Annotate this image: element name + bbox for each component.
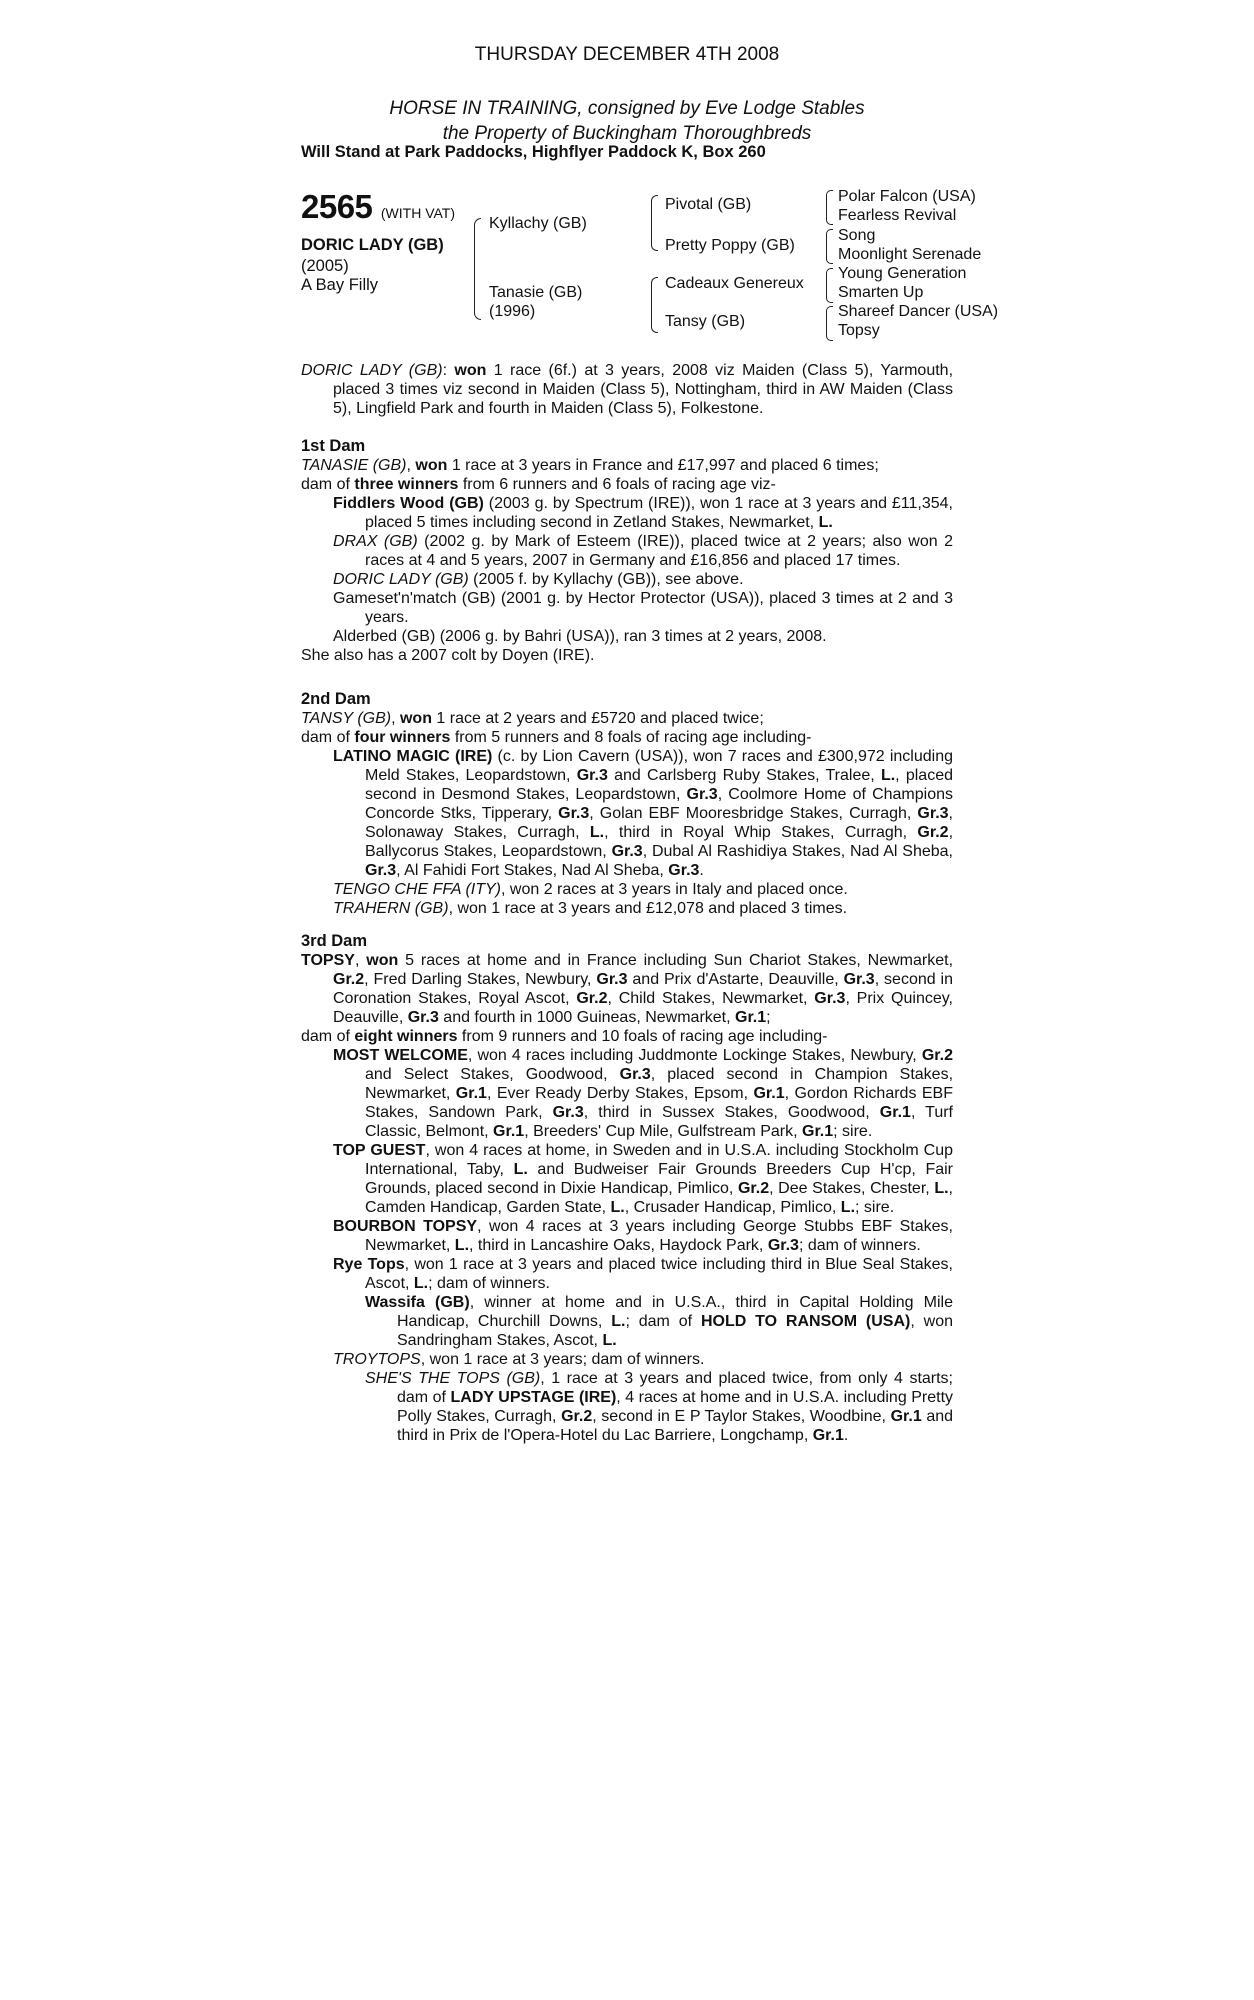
grade-mark: Gr.2	[737, 1180, 770, 1197]
pedigree-brace	[474, 218, 481, 320]
second-dam-intro: 1 race at 2 years and £5720 and placed twice;	[431, 710, 764, 727]
sep: ,	[406, 457, 416, 474]
grade-mark: Gr.2	[917, 824, 949, 841]
third-dam-name: TOPSY	[301, 952, 355, 969]
second-dam-section	[301, 690, 953, 918]
progeny-text: Alderbed (GB) (2006 g. by Bahri (USA)), ran 3 times at 2 years, 2008.	[333, 628, 827, 645]
t: and Budweiser Fair Grounds Breeders Cup H'cp, Fair Grounds, placed second in Dixie Handicap, Pimlico,	[365, 1161, 953, 1197]
t: and Carlsberg Ruby Stakes, Tralee,	[607, 767, 881, 784]
progeny-name: TOP GUEST	[333, 1142, 426, 1159]
pedigree-sds: Song	[838, 227, 876, 244]
progeny-text: (2005 f. by Kyllachy (GB)), see above.	[468, 571, 744, 588]
grade-mark: Gr.3	[558, 805, 590, 822]
grade-mark: Gr.3	[619, 1066, 651, 1083]
t: ;	[766, 1009, 771, 1026]
t: , Al Fahidi Fort Stakes, Nad Al Sheba,	[396, 862, 669, 879]
second-dam-name: TANSY (GB)	[301, 710, 392, 727]
t: , won Sandringham Stakes, Ascot,	[397, 1313, 954, 1349]
pedigree-dsd: Smarten Up	[838, 284, 924, 301]
t: , won 1 race at 3 years; dam of winners.	[420, 1351, 705, 1368]
listed-mark: L.	[880, 767, 896, 784]
third-dam-heading: 3rd Dam	[301, 932, 368, 950]
grade-mark: Gr.2	[576, 990, 608, 1007]
t: ; dam of	[625, 1313, 701, 1330]
t: , third in Lancashire Oaks, Haydock Park,	[469, 1237, 768, 1254]
t: ; sire.	[855, 1199, 895, 1216]
t: and fourth in 1000 Guineas, Newmarket,	[438, 1009, 736, 1026]
grade-mark: Gr.1	[879, 1104, 911, 1121]
sep: ,	[354, 952, 367, 969]
t: , placed second in Desmond Stakes, Leopardstown,	[365, 767, 953, 803]
vat-note: (WITH VAT)	[380, 205, 456, 221]
grade-mark: Gr.1	[802, 1123, 834, 1140]
horse-description: A Bay Filly	[301, 276, 379, 294]
listed-mark: L.	[934, 1180, 949, 1197]
t: , Dubal Al Rashidiya Stakes, Nad Al Sheba,	[642, 843, 953, 860]
pedigree-dds: Shareef Dancer (USA)	[838, 303, 999, 320]
t: 5 races at home and in France including Sun Chariot Stakes, Newmarket,	[398, 952, 954, 969]
t: , Camden Handicap, Garden State,	[365, 1180, 953, 1216]
t: , won 4 races including Juddmonte Lockinge Stakes, Newbury,	[467, 1047, 922, 1064]
grade-mark: Gr.2	[921, 1047, 953, 1064]
progeny-text: Gameset'n'match (GB) (2001 g. by Hector Protector (USA)), placed 3 times at 2 and 3 years.	[333, 590, 953, 626]
progeny-name: Fiddlers Wood (GB)	[333, 495, 484, 512]
damof-a: dam of	[301, 1028, 355, 1045]
listed-mark: L.	[413, 1275, 429, 1292]
t: , Crusader Handicap, Pimlico,	[624, 1199, 841, 1216]
progeny-name: MOST WELCOME	[333, 1047, 468, 1064]
t: (c. by Lion Cavern (USA)), won 7 races and £300,972 including Meld Stakes, Leopardstown,	[365, 748, 954, 784]
t: .	[843, 1427, 849, 1444]
progeny-name: Wassifa (GB)	[365, 1294, 470, 1311]
progeny-name: HOLD TO RANSOM (USA)	[700, 1313, 911, 1330]
lot-number-block	[301, 188, 455, 226]
listed-mark: L.	[589, 824, 605, 841]
progeny-name: LADY UPSTAGE (IRE)	[450, 1389, 617, 1406]
first-dam-footer: She also has a 2007 colt by Doyen (IRE).	[301, 647, 595, 664]
record-text: 1 race (6f.) at 3 years, 2008 viz Maiden (Class 5), Yarmouth, placed 3 times viz second in Maiden (Class 5), Nottingham, third in AW Maiden (Class 5), Lingfield Park and fourth in Maiden (Class 5), Folkestone.	[333, 362, 954, 417]
t: and third in Prix de l'Opera-Hotel du Lac Barriere, Longchamp,	[397, 1408, 954, 1444]
t: , Child Stakes, Newmarket,	[607, 990, 815, 1007]
progeny-name: DRAX (GB)	[333, 533, 418, 550]
pedigree-brace	[826, 229, 833, 264]
damof-c: from 5 runners and 8 foals of racing age including-	[450, 729, 812, 746]
first-dam-heading: 1st Dam	[301, 437, 366, 455]
consignor-line: HORSE IN TRAINING, consigned by Eve Lodge Stables	[389, 98, 865, 119]
grade-mark: Gr.3	[552, 1104, 584, 1121]
damof-c: from 9 runners and 10 foals of racing age including-	[457, 1028, 828, 1045]
listed-mark: L.	[602, 1332, 617, 1349]
listed-mark: L.	[513, 1161, 528, 1178]
t: , won 4 races at home, in Sweden and in U.S.A. including Stockholm Cup International, Taby,	[365, 1142, 954, 1178]
pedigree-sire-dam: Pretty Poppy (GB)	[665, 237, 795, 254]
pedigree-sdd: Moonlight Serenade	[838, 246, 982, 263]
record-won: won	[454, 362, 487, 379]
listed-mark: L.	[818, 514, 833, 531]
listed-mark: L.	[611, 1313, 626, 1330]
t: ; sire.	[833, 1123, 873, 1140]
grade-mark: Gr.1	[812, 1427, 844, 1444]
pedigree-dss: Young Generation	[838, 265, 967, 282]
progeny-name: TENGO CHE FFA (ITY)	[333, 881, 501, 898]
t: , second in E P Taylor Stakes, Woodbine,	[592, 1408, 891, 1425]
grade-mark: Gr.3	[611, 843, 643, 860]
first-dam-intro: 1 race at 3 years in France and £17,997 and placed 6 times;	[447, 457, 879, 474]
grade-mark: Gr.2	[561, 1408, 593, 1425]
progeny-name: DORIC LADY (GB)	[333, 571, 469, 588]
grade-mark: Gr.1	[890, 1408, 922, 1425]
t: , winner at home and in U.S.A., third in Capital Holding Mile Handicap, Churchill Downs,	[397, 1294, 953, 1330]
damof-c: from 6 runners and 6 foals of racing age viz-	[458, 476, 776, 493]
grade-mark: Gr.1	[455, 1085, 487, 1102]
t: , 1 race at 3 years and placed twice, from only 4 starts; dam of	[397, 1370, 953, 1406]
pedigree-brace	[651, 195, 658, 251]
stand-location: Will Stand at Park Paddocks, Highflyer Paddock K, Box 260	[301, 143, 766, 161]
pedigree-sire: Kyllachy (GB)	[489, 215, 587, 232]
sale-date: THURSDAY DECEMBER 4TH 2008	[474, 44, 780, 65]
progeny-text: , won 1 race at 3 years and £12,078 and placed 3 times.	[448, 900, 848, 917]
sep: ,	[391, 710, 400, 727]
pedigree-brace	[826, 190, 833, 225]
pedigree-dam-sire: Cadeaux Genereux	[665, 275, 804, 292]
grade-mark: Gr.3	[576, 767, 608, 784]
t: , Golan EBF Mooresbridge Stakes, Curragh,	[589, 805, 918, 822]
race-record	[301, 361, 953, 418]
t: , second in Coronation Stakes, Royal Ascot,	[333, 971, 953, 1007]
winners-count: eight winners	[354, 1028, 458, 1045]
grade-mark: Gr.3	[917, 805, 949, 822]
pedigree-dam-year: (1996)	[489, 303, 536, 320]
grade-mark: Gr.2	[333, 971, 365, 988]
property-line: the Property of Buckingham Thoroughbreds	[442, 123, 812, 144]
second-dam-won: won	[399, 710, 432, 727]
t: , Fred Darling Stakes, Newbury,	[364, 971, 597, 988]
t: .	[699, 862, 704, 879]
grade-mark: Gr.3	[767, 1237, 799, 1254]
progeny-text: (2003 g. by Spectrum (IRE)), won 1 race at 3 years and £11,354, placed 5 times including second in Zetland Stakes, Newmarket,	[365, 495, 953, 531]
grade-mark: Gr.3	[407, 1009, 439, 1026]
t: and Prix d'Astarte, Deauville,	[627, 971, 844, 988]
t: , Solonaway Stakes, Curragh,	[365, 805, 953, 841]
t: ; dam of winners.	[428, 1275, 550, 1292]
t: , Turf Classic, Belmont,	[365, 1104, 954, 1140]
listed-mark: L.	[454, 1237, 470, 1254]
t: , Coolmore Home of Champions Concorde Stks, Tipperary,	[365, 786, 953, 822]
record-colon: :	[442, 362, 455, 379]
horse-year: (2005)	[301, 257, 349, 275]
second-dam-heading: 2nd Dam	[301, 690, 371, 708]
t: and Select Stakes, Goodwood,	[365, 1066, 620, 1083]
t: , Ballycorus Stakes, Leopardstown,	[365, 824, 954, 860]
pedigree-ddd: Topsy	[838, 322, 880, 339]
progeny-text: (2002 g. by Mark of Esteem (IRE)), placed twice at 2 years; also won 2 races at 4 and 5 years, 2007 in Germany and £16,856 and placed 17 times.	[365, 533, 953, 569]
pedigree-sss: Polar Falcon (USA)	[838, 188, 976, 205]
third-dam-won: won	[366, 952, 399, 969]
third-dam-section	[301, 932, 953, 1445]
grade-mark: Gr.3	[843, 971, 875, 988]
pedigree-brace	[651, 277, 658, 333]
t: , Prix Quincey, Deauville,	[333, 990, 953, 1026]
progeny-name: SHE'S THE TOPS (GB)	[365, 1370, 541, 1387]
first-dam-won: won	[415, 457, 448, 474]
t: , won 4 races at 3 years including George Stubbs EBF Stakes, Newmarket,	[365, 1218, 953, 1254]
t: , third in Sussex Stakes, Goodwood,	[583, 1104, 880, 1121]
grade-mark: Gr.3	[596, 971, 628, 988]
progeny-name: Rye Tops	[333, 1256, 405, 1273]
winners-count: four winners	[354, 729, 451, 746]
t: , third in Royal Whip Stakes, Curragh,	[604, 824, 918, 841]
pedigree-sire-sire: Pivotal (GB)	[665, 196, 752, 213]
t: , Dee Stakes, Chester,	[769, 1180, 935, 1197]
t: , Breeders' Cup Mile, Gulfstream Park,	[524, 1123, 802, 1140]
progeny-text: , won 2 races at 3 years in Italy and placed once.	[501, 881, 848, 898]
progeny-name: TRAHERN (GB)	[333, 900, 449, 917]
damof-a: dam of	[301, 476, 355, 493]
winners-count: three winners	[354, 476, 459, 493]
pedigree-ssd: Fearless Revival	[838, 207, 957, 224]
first-dam-section	[301, 437, 953, 665]
grade-mark: Gr.3	[814, 990, 846, 1007]
first-dam-name: TANASIE (GB)	[301, 457, 407, 474]
t: , Gordon Richards EBF Stakes, Sandown Park,	[365, 1085, 953, 1121]
grade-mark: Gr.3	[668, 862, 700, 879]
lot-number: 2565	[301, 188, 373, 225]
progeny-name: BOURBON TOPSY	[333, 1218, 478, 1235]
listed-mark: L.	[840, 1199, 856, 1216]
t: , won 1 race at 3 years and placed twice including third in Blue Seal Stakes, Ascot,	[365, 1256, 954, 1292]
t: ; dam of winners.	[798, 1237, 921, 1254]
horse-name: DORIC LADY (GB)	[301, 236, 444, 254]
pedigree-dam: Tanasie (GB)	[489, 284, 583, 301]
progeny-name: LATINO MAGIC (IRE)	[333, 748, 493, 765]
t: , placed second in Champion Stakes, Newmarket,	[365, 1066, 954, 1102]
t: , 4 races at home and in U.S.A. including Pretty Polly Stakes, Curragh,	[397, 1389, 954, 1425]
record-horse-name: DORIC LADY (GB)	[301, 362, 443, 379]
pedigree-dam-dam: Tansy (GB)	[665, 313, 746, 330]
grade-mark: Gr.1	[735, 1009, 767, 1026]
listed-mark: L.	[610, 1199, 625, 1216]
grade-mark: Gr.1	[493, 1123, 525, 1140]
grade-mark: Gr.1	[753, 1085, 785, 1102]
progeny-name: TROYTOPS	[333, 1351, 421, 1368]
pedigree-brace	[826, 306, 833, 341]
grade-mark: Gr.3	[365, 862, 397, 879]
damof-a: dam of	[301, 729, 355, 746]
pedigree-brace	[826, 268, 833, 303]
t: , Ever Ready Derby Stakes, Epsom,	[486, 1085, 754, 1102]
grade-mark: Gr.3	[686, 786, 718, 803]
